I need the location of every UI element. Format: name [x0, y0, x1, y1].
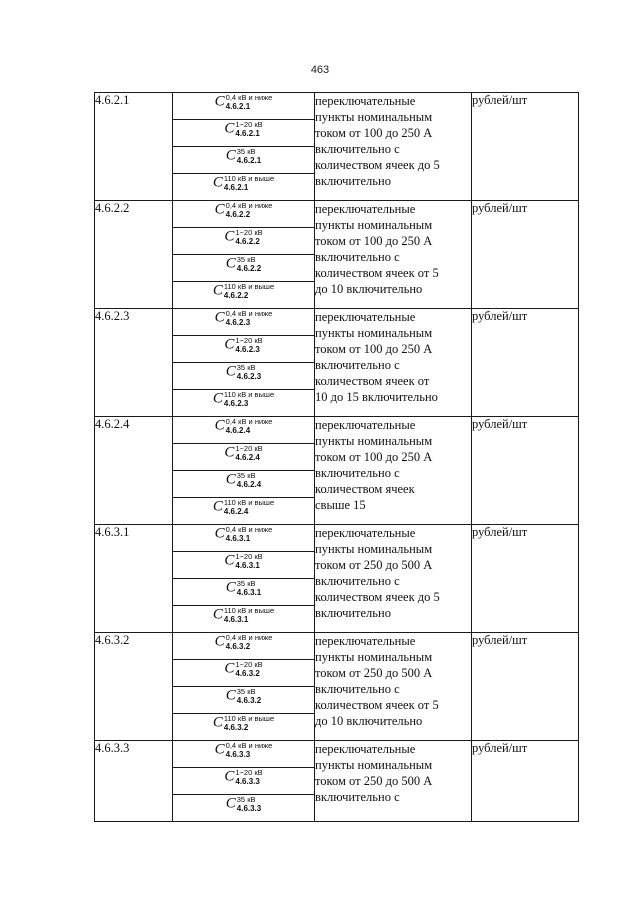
description-line: пункты номинальным	[315, 218, 433, 232]
rate-formula-cell	[173, 120, 315, 147]
rate-scripts	[226, 417, 273, 435]
description-line: включительно	[315, 174, 391, 188]
voltage-class: 110 кВ и выше	[223, 606, 275, 616]
rate-symbol: C	[214, 93, 225, 110]
description-line: переключательные	[315, 418, 416, 432]
rate-symbol: C	[212, 390, 223, 407]
description-line: током от 250 до 500 А	[315, 774, 433, 788]
rate-symbol: C	[224, 336, 235, 353]
description-line: пункты номинальным	[315, 758, 433, 772]
description-line: включительно с	[315, 790, 400, 804]
rate-index: 4.6.3.2	[223, 723, 249, 733]
rate-scripts	[235, 552, 262, 570]
rate-index: 4.6.2.4	[225, 426, 251, 436]
rate-scripts	[226, 309, 273, 327]
voltage-class: 0,4 кВ и ниже	[225, 201, 273, 211]
unit-of-measure: рублей/шт	[472, 309, 579, 417]
table-row	[95, 525, 579, 552]
rate-formula-cell	[173, 174, 315, 201]
tariff-table-body	[95, 93, 579, 822]
description-line: количеством ячеек от	[315, 374, 430, 388]
rate-symbol: C	[212, 606, 223, 623]
table-row	[95, 417, 579, 444]
rate-scripts	[235, 444, 262, 462]
rate-scripts	[235, 120, 262, 138]
rate-index: 4.6.3.3	[235, 777, 260, 787]
rate-formula	[213, 498, 274, 516]
rate-scripts	[226, 741, 273, 759]
rate-scripts	[235, 336, 262, 354]
description-line: переключательные	[315, 526, 416, 540]
item-code: 4.6.2.4	[95, 417, 173, 525]
rate-scripts	[226, 93, 273, 111]
item-code: 4.6.2.1	[95, 93, 173, 201]
rate-formula-cell	[173, 147, 315, 174]
rate-formula-cell	[173, 417, 315, 444]
description-line: количеством ячеек	[315, 482, 415, 496]
rate-formula-cell	[173, 714, 315, 741]
item-description	[315, 525, 472, 633]
rate-formula	[224, 660, 262, 678]
rate-formula	[226, 363, 261, 381]
description-line: включительно с	[315, 142, 400, 156]
voltage-class: 1−20 кВ	[235, 444, 263, 454]
rate-scripts	[237, 579, 261, 597]
rate-formula	[224, 120, 262, 138]
rate-index: 4.6.3.2	[235, 669, 260, 679]
rate-symbol: C	[224, 120, 235, 137]
voltage-class: 35 кВ	[236, 795, 256, 805]
rate-symbol: C	[225, 363, 236, 380]
table-row	[95, 309, 579, 336]
table-row	[95, 741, 579, 768]
description-line: количеством ячеек до 5	[315, 590, 440, 604]
description-line: включительно с	[315, 574, 400, 588]
rate-formula-cell	[173, 498, 315, 525]
rate-index: 4.6.2.3	[235, 345, 260, 355]
item-description	[315, 93, 472, 201]
rate-formula-cell	[173, 525, 315, 552]
rate-index: 4.6.2.4	[235, 453, 260, 463]
rate-symbol: C	[224, 444, 235, 461]
description-line: включительно с	[315, 250, 400, 264]
voltage-class: 0,4 кВ и ниже	[225, 741, 273, 751]
rate-scripts	[224, 714, 274, 732]
rate-scripts	[235, 660, 262, 678]
rate-formula	[226, 687, 261, 705]
unit-of-measure: рублей/шт	[472, 633, 579, 741]
item-code: 4.6.2.3	[95, 309, 173, 417]
rate-scripts	[237, 255, 261, 273]
voltage-class: 0,4 кВ и ниже	[225, 93, 273, 103]
description-line: количеством ячеек от 5	[315, 266, 439, 280]
rate-scripts	[237, 363, 261, 381]
rate-formula-cell	[173, 228, 315, 255]
rate-index: 4.6.3.1	[236, 588, 262, 598]
rate-symbol: C	[214, 633, 225, 650]
rate-formula-cell	[173, 93, 315, 120]
unit-of-measure: рублей/шт	[472, 93, 579, 201]
unit-of-measure: рублей/шт	[472, 741, 579, 822]
tariff-table	[94, 92, 579, 822]
rate-index: 4.6.3.2	[236, 696, 262, 706]
voltage-class: 110 кВ и выше	[223, 174, 275, 184]
rate-index: 4.6.2.3	[225, 318, 251, 328]
rate-scripts	[224, 498, 274, 516]
rate-formula	[226, 255, 261, 273]
voltage-class: 1−20 кВ	[235, 660, 263, 670]
rate-scripts	[237, 147, 261, 165]
voltage-class: 0,4 кВ и ниже	[225, 525, 273, 535]
rate-formula-cell	[173, 309, 315, 336]
rate-symbol: C	[225, 687, 236, 704]
rate-formula	[213, 390, 274, 408]
rate-formula	[215, 93, 273, 111]
rate-index: 4.6.2.2	[225, 210, 251, 220]
rate-scripts	[224, 174, 274, 192]
rate-symbol: C	[214, 309, 225, 326]
page-number: 463	[310, 64, 330, 76]
rate-formula-cell	[173, 606, 315, 633]
voltage-class: 1−20 кВ	[235, 336, 263, 346]
table-row	[95, 633, 579, 660]
rate-formula	[224, 444, 262, 462]
voltage-class: 35 кВ	[236, 363, 256, 373]
item-description	[315, 741, 472, 822]
item-description	[315, 633, 472, 741]
rate-formula-cell	[173, 660, 315, 687]
rate-formula-cell	[173, 552, 315, 579]
voltage-class: 1−20 кВ	[235, 228, 263, 238]
rate-formula	[213, 606, 274, 624]
description-line: переключательные	[315, 310, 416, 324]
description-line: пункты номинальным	[315, 326, 433, 340]
rate-formula-cell	[173, 444, 315, 471]
rate-formula	[224, 552, 262, 570]
rate-formula	[213, 282, 274, 300]
rate-index: 4.6.3.3	[236, 804, 262, 814]
rate-formula-cell	[173, 336, 315, 363]
rate-scripts	[237, 471, 261, 489]
voltage-class: 1−20 кВ	[235, 120, 263, 130]
rate-index: 4.6.2.2	[235, 237, 260, 247]
rate-formula	[224, 768, 262, 786]
description-line: током от 250 до 500 А	[315, 666, 433, 680]
rate-formula	[215, 309, 273, 327]
rate-scripts	[224, 282, 274, 300]
voltage-class: 0,4 кВ и ниже	[225, 309, 273, 319]
rate-symbol: C	[225, 795, 236, 812]
rate-symbol: C	[225, 255, 236, 272]
rate-formula-cell	[173, 471, 315, 498]
rate-scripts	[224, 390, 274, 408]
voltage-class: 1−20 кВ	[235, 552, 263, 562]
rate-index: 4.6.2.1	[225, 102, 251, 112]
rate-symbol: C	[225, 147, 236, 164]
item-description	[315, 309, 472, 417]
description-line: количеством ячеек до 5	[315, 158, 440, 172]
rate-index: 4.6.2.4	[223, 507, 249, 517]
rate-scripts	[235, 228, 262, 246]
rate-formula	[215, 741, 273, 759]
rate-formula	[215, 201, 273, 219]
rate-formula-cell	[173, 741, 315, 768]
item-code: 4.6.3.3	[95, 741, 173, 822]
rate-symbol: C	[224, 228, 235, 245]
description-line: количеством ячеек от 5	[315, 698, 439, 712]
description-line: током от 100 до 250 А	[315, 342, 433, 356]
rate-formula	[224, 228, 262, 246]
rate-index: 4.6.3.1	[223, 615, 249, 625]
rate-scripts	[226, 525, 273, 543]
rate-symbol: C	[214, 525, 225, 542]
rate-formula-cell	[173, 579, 315, 606]
rate-symbol: C	[212, 282, 223, 299]
rate-symbol: C	[212, 174, 223, 191]
rate-index: 4.6.2.1	[235, 129, 260, 139]
voltage-class: 0,4 кВ и ниже	[225, 417, 273, 427]
rate-formula-cell	[173, 282, 315, 309]
description-line: током от 250 до 500 А	[315, 558, 433, 572]
voltage-class: 35 кВ	[236, 687, 256, 697]
item-description	[315, 201, 472, 309]
item-description	[315, 417, 472, 525]
description-line: свыше 15	[315, 498, 366, 512]
rate-symbol: C	[224, 660, 235, 677]
description-line: включительно с	[315, 466, 400, 480]
voltage-class: 110 кВ и выше	[223, 390, 275, 400]
description-line: переключательные	[315, 634, 416, 648]
voltage-class: 35 кВ	[236, 147, 256, 157]
rate-formula	[213, 174, 274, 192]
rate-index: 4.6.2.1	[236, 156, 262, 166]
rate-symbol: C	[214, 201, 225, 218]
rate-scripts	[237, 795, 261, 813]
rate-formula	[224, 336, 262, 354]
description-line: включительно с	[315, 682, 400, 696]
rate-symbol: C	[214, 741, 225, 758]
rate-index: 4.6.2.1	[223, 183, 249, 193]
rate-formula-cell	[173, 255, 315, 282]
table-row	[95, 201, 579, 228]
rate-symbol: C	[214, 417, 225, 434]
description-line: переключательные	[315, 202, 416, 216]
voltage-class: 0,4 кВ и ниже	[225, 633, 273, 643]
rate-formula-cell	[173, 363, 315, 390]
unit-of-measure: рублей/шт	[472, 201, 579, 309]
rate-formula-cell	[173, 633, 315, 660]
item-code: 4.6.3.1	[95, 525, 173, 633]
rate-index: 4.6.3.2	[225, 642, 251, 652]
rate-scripts	[226, 633, 273, 651]
rate-index: 4.6.3.1	[235, 561, 260, 571]
rate-formula-cell	[173, 768, 315, 795]
description-line: до 10 включительно	[315, 282, 423, 296]
rate-index: 4.6.2.2	[223, 291, 249, 301]
description-line: включительно с	[315, 358, 400, 372]
voltage-class: 35 кВ	[236, 471, 256, 481]
description-line: пункты номинальным	[315, 542, 433, 556]
rate-scripts	[226, 201, 273, 219]
description-line: током от 100 до 250 А	[315, 126, 433, 140]
description-line: переключательные	[315, 94, 416, 108]
description-line: током от 100 до 250 А	[315, 234, 433, 248]
description-line: током от 100 до 250 А	[315, 450, 433, 464]
rate-formula	[215, 633, 273, 651]
rate-formula	[213, 714, 274, 732]
rate-index: 4.6.2.4	[236, 480, 262, 490]
item-code: 4.6.2.2	[95, 201, 173, 309]
rate-formula	[215, 417, 273, 435]
description-line: переключательные	[315, 742, 416, 756]
rate-formula-cell	[173, 795, 315, 822]
unit-of-measure: рублей/шт	[472, 525, 579, 633]
rate-index: 4.6.2.3	[236, 372, 262, 382]
voltage-class: 35 кВ	[236, 579, 256, 589]
description-line: до 10 включительно	[315, 714, 423, 728]
rate-formula-cell	[173, 390, 315, 417]
rate-scripts	[237, 687, 261, 705]
rate-scripts	[235, 768, 262, 786]
rate-symbol: C	[224, 552, 235, 569]
rate-formula	[215, 525, 273, 543]
rate-formula-cell	[173, 201, 315, 228]
unit-of-measure: рублей/шт	[472, 417, 579, 525]
rate-formula	[226, 471, 261, 489]
description-line: 10 до 15 включительно	[315, 390, 438, 404]
rate-formula	[226, 795, 261, 813]
rate-index: 4.6.3.1	[225, 534, 251, 544]
rate-formula-cell	[173, 687, 315, 714]
rate-formula	[226, 579, 261, 597]
rate-scripts	[224, 606, 274, 624]
description-line: пункты номинальным	[315, 110, 433, 124]
voltage-class: 1−20 кВ	[235, 768, 263, 778]
description-line: пункты номинальным	[315, 650, 433, 664]
rate-symbol: C	[212, 498, 223, 515]
description-line: включительно	[315, 606, 391, 620]
item-code: 4.6.3.2	[95, 633, 173, 741]
rate-index: 4.6.2.2	[236, 264, 262, 274]
rate-index: 4.6.3.3	[225, 750, 251, 760]
rate-formula	[226, 147, 261, 165]
voltage-class: 35 кВ	[236, 255, 256, 265]
rate-index: 4.6.2.3	[223, 399, 249, 409]
voltage-class: 110 кВ и выше	[223, 282, 275, 292]
description-line: пункты номинальным	[315, 434, 433, 448]
rate-symbol: C	[225, 579, 236, 596]
table-row	[95, 93, 579, 120]
voltage-class: 110 кВ и выше	[223, 714, 275, 724]
voltage-class: 110 кВ и выше	[223, 498, 275, 508]
rate-symbol: C	[212, 714, 223, 731]
rate-symbol: C	[224, 768, 235, 785]
rate-symbol: C	[225, 471, 236, 488]
